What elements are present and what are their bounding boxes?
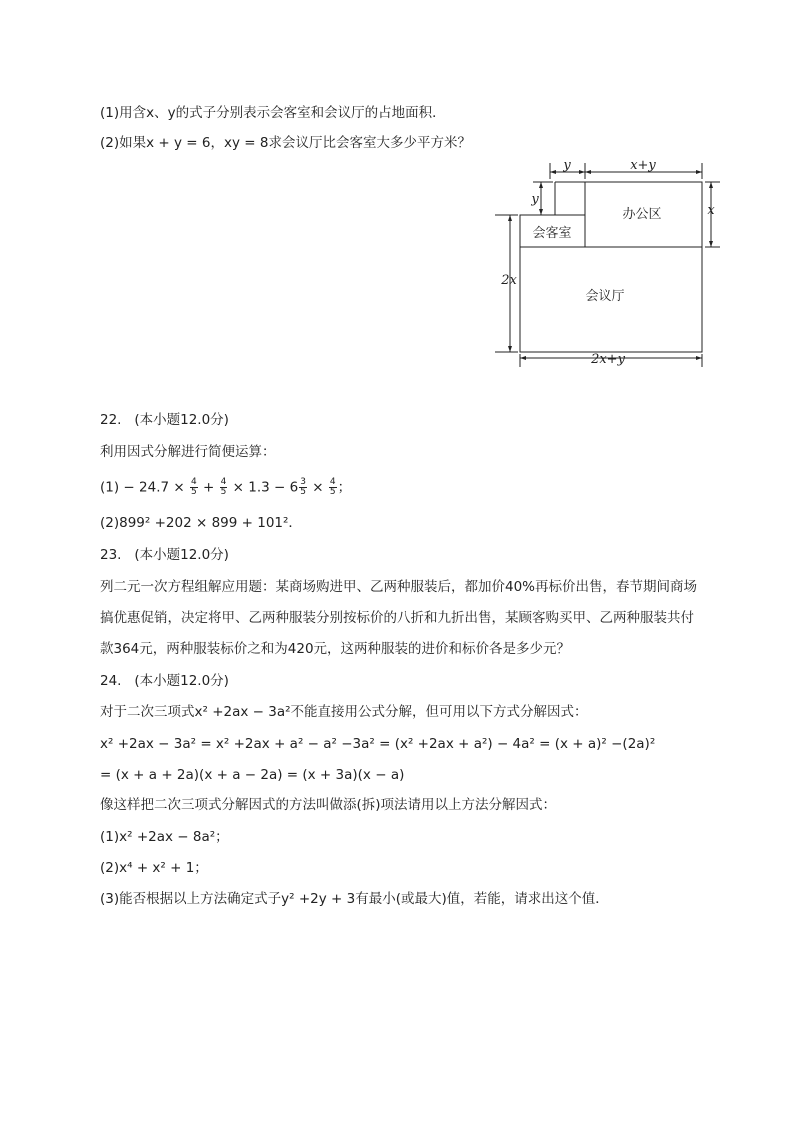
question-number: 24. bbox=[100, 673, 122, 689]
question-22-prompt: 利用因式分解进行简便运算： bbox=[100, 444, 276, 460]
question-score: (本小题12.0分) bbox=[134, 547, 229, 563]
question-24-header bbox=[100, 672, 229, 690]
office-area-label: 办公区 bbox=[622, 207, 662, 222]
question-24-equation-1: x² +2ax − 3a² = x² +2ax + a² − a² −3a² = (x² +2ax + a²) − 4a² = (x + a)² −(2a)² bbox=[100, 736, 656, 752]
expr-segment: × bbox=[312, 479, 324, 496]
floor-plan-figure bbox=[495, 155, 725, 370]
question-24-part-3: (3)能否根据以上方法确定式子y² +2y + 3有最小(或最大)值，若能，请求出这个值． bbox=[100, 891, 609, 907]
question-24-description: 像这样把二次三项式分解因式的方法叫做添(拆)项法请用以上方法分解因式： bbox=[100, 797, 557, 813]
meeting-hall-label: 会议厅 bbox=[585, 289, 625, 304]
question-score: (本小题12.0分) bbox=[134, 673, 229, 689]
label-y-top: y bbox=[563, 158, 571, 173]
label-x-right: x bbox=[707, 203, 715, 218]
question-number: 23. bbox=[100, 547, 122, 563]
question-24-part-2: (2)x⁴ + x² + 1； bbox=[100, 860, 208, 876]
question-24-equation-2: = (x + a + 2a)(x + a − 2a) = (x + 3a)(x − a) bbox=[100, 767, 405, 783]
question-22-part-1 bbox=[100, 478, 351, 497]
fraction: $\frac{4}{5}$ bbox=[329, 477, 336, 497]
fraction: $\frac{3}{5}$ bbox=[300, 477, 306, 497]
question-22-header bbox=[100, 411, 229, 429]
reception-room-label: 会客室 bbox=[532, 226, 572, 241]
label-x-plus-y-top: x+y bbox=[630, 158, 656, 173]
expr-segment: × 1.3 − 6 bbox=[232, 479, 299, 496]
question-score: (本小题12.0分) bbox=[134, 412, 229, 428]
question-21-part-2: (2)如果x + y = 6，xy = 8求会议厅比会客室大多少平方米？ bbox=[100, 135, 471, 151]
question-22-part-2: (2)899² +202 × 899 + 101²． bbox=[100, 515, 302, 531]
question-23-line-3: 款364元，两种服装标价之和为420元，这两种服装的进价和标价各是多少元？ bbox=[100, 641, 571, 657]
fraction: $\frac{4}{5}$ bbox=[220, 477, 227, 497]
question-number: 22. bbox=[100, 412, 122, 428]
label-y-left: y bbox=[531, 192, 539, 207]
question-23-line-2: 搞优惠促销，决定将甲、乙两种服装分别按标价的八折和九折出售，某顾客购买甲、乙两种服装共付 bbox=[100, 610, 694, 626]
question-21-part-1: (1)用含x、y的式子分别表示会客室和会议厅的占地面积． bbox=[100, 105, 446, 121]
question-24-part-1: (1)x² +2ax − 8a²； bbox=[100, 829, 229, 845]
expr-segment: + bbox=[203, 479, 215, 496]
label-2x-left: 2x bbox=[501, 273, 517, 288]
expr-segment: ； bbox=[337, 479, 352, 496]
question-23-header bbox=[100, 546, 229, 564]
question-23-line-1: 列二元一次方程组解应用题：某商场购进甲、乙两种服装后，都加价40%再标价出售，春节期间商场 bbox=[100, 579, 698, 595]
fraction: $\frac{4}{5}$ bbox=[190, 477, 197, 497]
label-2x-plus-y-bottom: 2x+y bbox=[591, 352, 625, 367]
expr-segment: (1) − 24.7 × bbox=[100, 479, 185, 496]
question-24-intro: 对于二次三项式x² +2ax − 3a²不能直接用公式分解，但可用以下方式分解因式： bbox=[100, 704, 588, 720]
